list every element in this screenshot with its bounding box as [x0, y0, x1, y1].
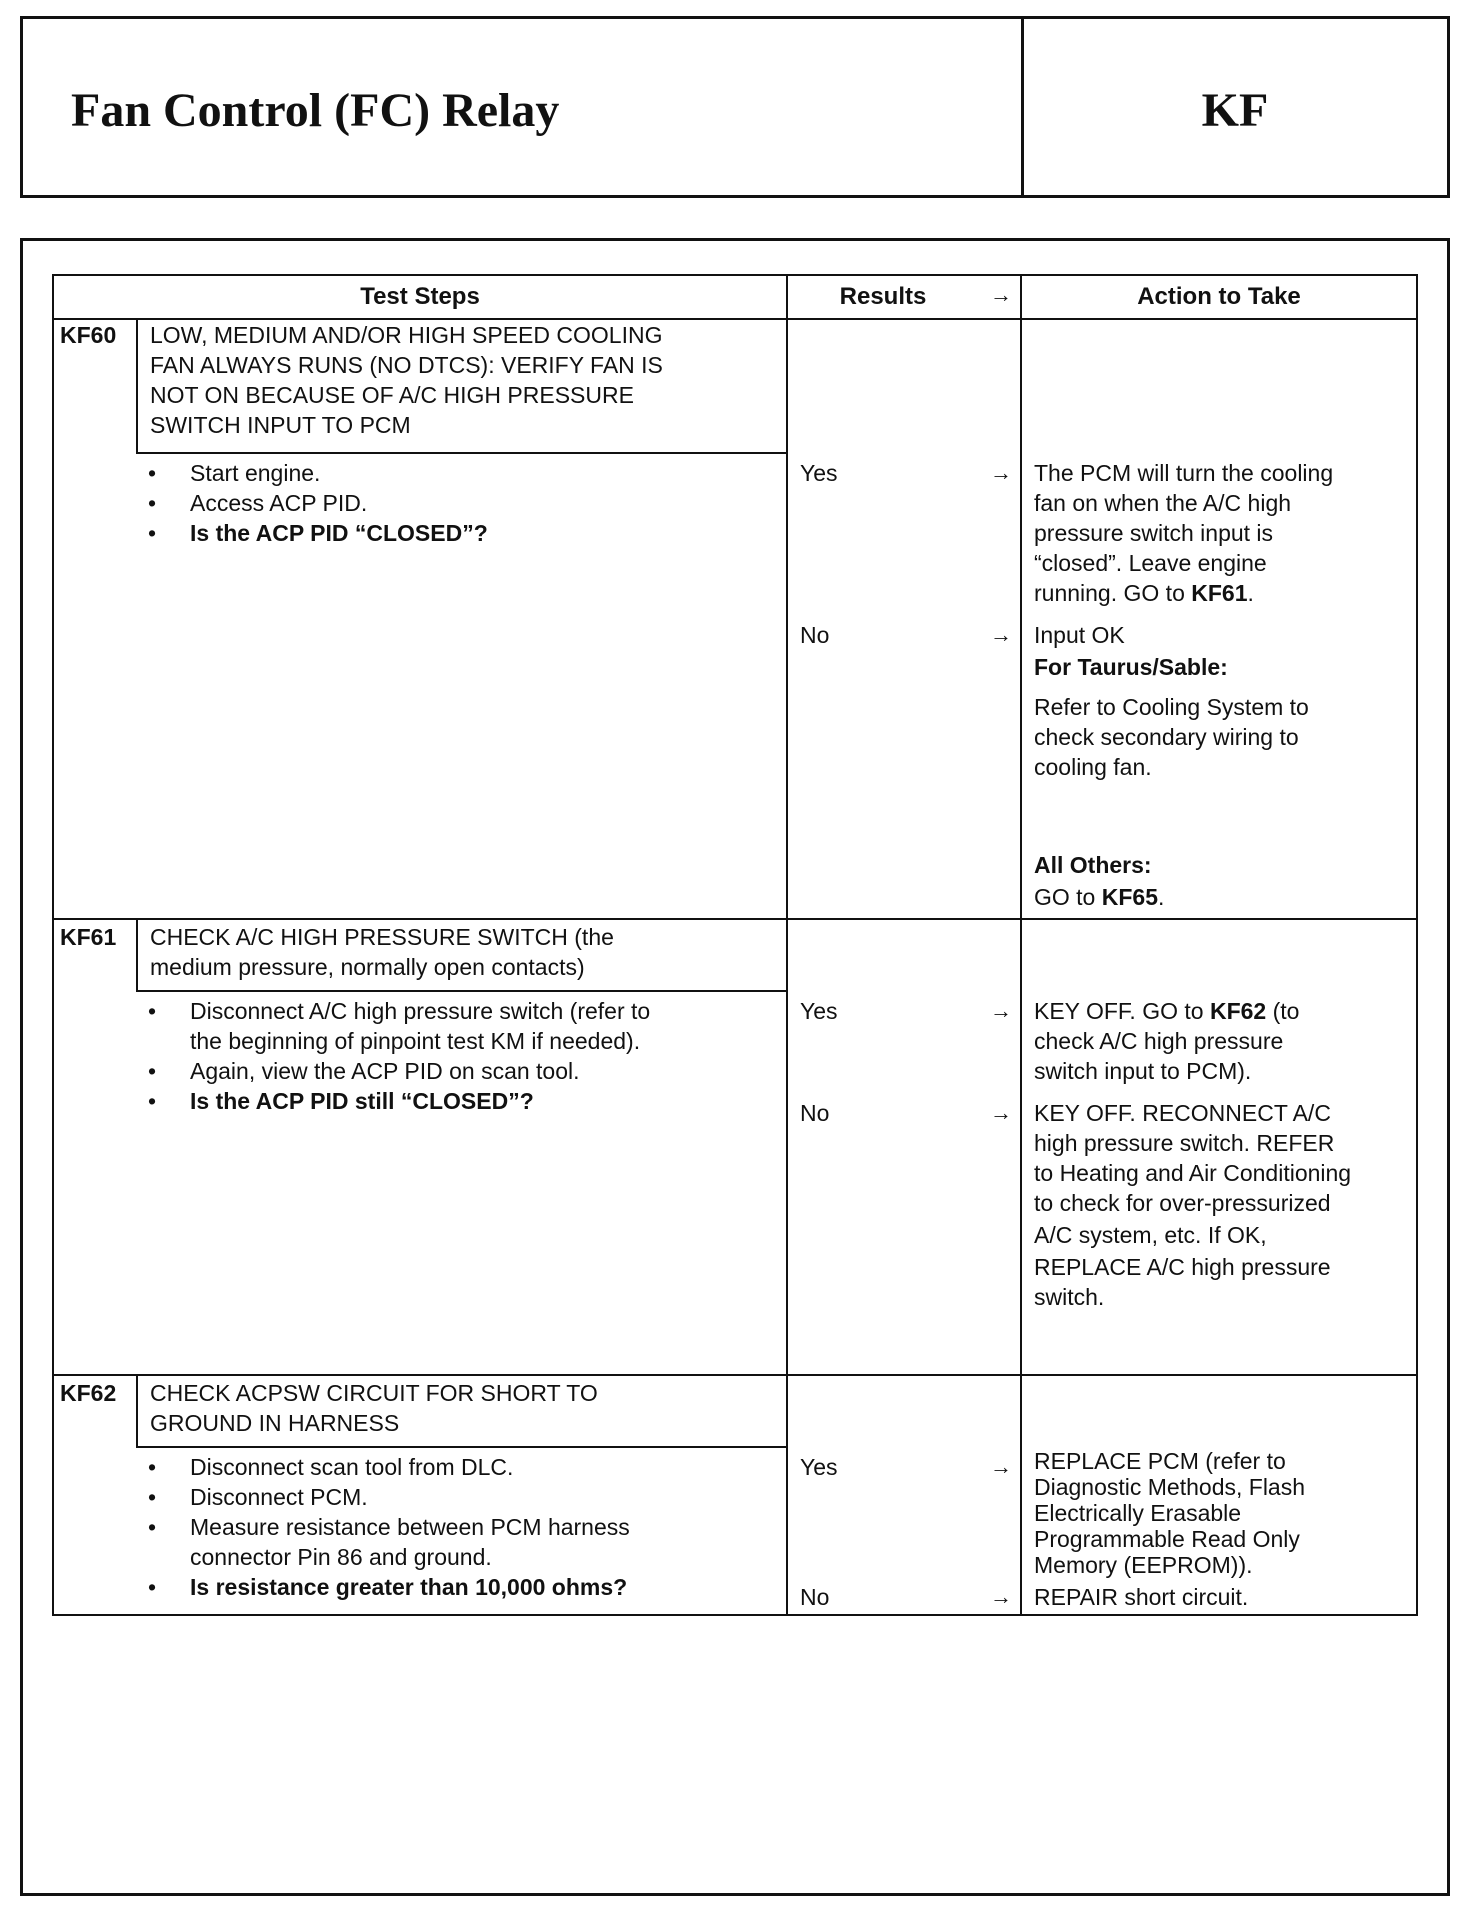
kf62-yes-action-3: Electrically Erasable — [1034, 1500, 1242, 1526]
kf62-title-line — [136, 1446, 786, 1448]
kf62-yes-action-1: REPLACE PCM (refer to — [1034, 1448, 1286, 1474]
kf61-no-action-3: to Heating and Air Conditioning — [1034, 1160, 1352, 1186]
kf61-title-line — [136, 990, 786, 992]
kf61-yes-action-1: KEY OFF. GO to KF62 (to — [1034, 998, 1300, 1024]
kf60-no-action-2: For Taurus/Sable: — [1034, 654, 1228, 680]
kf61-no-action-1: KEY OFF. RECONNECT A/C — [1034, 1100, 1331, 1126]
bullet-icon: • — [148, 1058, 157, 1084]
bullet-icon: • — [148, 460, 157, 486]
kf60-no-action-4: check secondary wiring to — [1034, 724, 1299, 750]
bullet-icon: • — [148, 998, 157, 1024]
kf62-result-no: No — [800, 1584, 830, 1610]
kf61-yes-action-3: switch input to PCM). — [1034, 1058, 1252, 1084]
kf60-no-action-5: cooling fan. — [1034, 754, 1152, 780]
kf62-row-line — [54, 1374, 1416, 1376]
arrow-icon: → — [990, 460, 1012, 485]
kf62-title-2: GROUND IN HARNESS — [150, 1410, 400, 1436]
kf62-instruction-3b: connector Pin 86 and ground. — [190, 1544, 492, 1570]
kf60-result-no: No — [800, 622, 830, 648]
step-id-kf62: KF62 — [60, 1380, 117, 1406]
arrow-icon: → — [990, 1584, 1012, 1609]
page-header — [20, 16, 1450, 198]
kf61-row-line — [54, 918, 1416, 920]
kf60-title-4: SWITCH INPUT TO PCM — [150, 412, 411, 438]
kf60-no-action-1: Input OK — [1034, 622, 1125, 648]
arrow-icon: → — [990, 998, 1012, 1023]
kf61-instruction-1b: the beginning of pinpoint test KM if needed). — [190, 1028, 641, 1054]
kf62-yes-action-2: Diagnostic Methods, Flash — [1034, 1474, 1306, 1500]
id-divider-kf60 — [136, 318, 138, 452]
kf60-title-3: NOT ON BECAUSE OF A/C HIGH PRESSURE — [150, 382, 634, 408]
kf60-yes-action-2: fan on when the A/C high — [1034, 490, 1292, 516]
bullet-icon: • — [148, 520, 157, 546]
col-divider-action — [1020, 276, 1022, 1614]
kf60-yes-action-5: running. GO to KF61. — [1034, 580, 1254, 606]
bullet-icon: • — [148, 1088, 157, 1114]
kf61-result-yes: Yes — [800, 998, 838, 1024]
col-header-results: Results — [839, 283, 927, 310]
kf61-question: Is the ACP PID still “CLOSED”? — [190, 1088, 534, 1114]
header-arrow: → — [990, 282, 1012, 307]
bullet-icon: • — [148, 1574, 157, 1600]
kf62-result-yes: Yes — [800, 1454, 838, 1480]
bullet-icon: • — [148, 490, 157, 516]
kf60-title-1: LOW, MEDIUM AND/OR HIGH SPEED COOLING — [150, 322, 663, 348]
kf60-instruction-1: Start engine. — [190, 460, 321, 486]
bullet-icon: • — [148, 1484, 157, 1510]
kf61-no-action-2: high pressure switch. REFER — [1034, 1130, 1335, 1156]
id-divider-kf62 — [136, 1374, 138, 1446]
kf62-no-action-1: REPAIR short circuit. — [1034, 1584, 1249, 1610]
kf62-instruction-2: Disconnect PCM. — [190, 1484, 368, 1510]
kf60-yes-action-4: “closed”. Leave engine — [1034, 550, 1267, 576]
kf61-result-no: No — [800, 1100, 830, 1126]
col-header-test-steps: Test Steps — [360, 283, 480, 310]
kf62-instruction-1: Disconnect scan tool from DLC. — [190, 1454, 514, 1480]
kf60-title-line — [136, 452, 786, 454]
kf61-yes-action-2: check A/C high pressure — [1034, 1028, 1284, 1054]
bullet-icon: • — [148, 1454, 157, 1480]
kf60-yes-action-3: pressure switch input is — [1034, 520, 1274, 546]
step-id-kf61: KF61 — [60, 924, 117, 950]
kf60-yes-action-1: The PCM will turn the cooling — [1034, 460, 1334, 486]
kf61-no-action-6: REPLACE A/C high pressure — [1034, 1254, 1331, 1280]
col-divider-results — [786, 276, 788, 1614]
page-title: Fan Control (FC) Relay — [71, 84, 560, 137]
col-header-action: Action to Take — [1137, 283, 1301, 310]
arrow-icon: → — [990, 1454, 1012, 1479]
test-steps-table — [52, 274, 1418, 1616]
kf61-no-action-7: switch. — [1034, 1284, 1105, 1310]
kf61-instruction-1: Disconnect A/C high pressure switch (refer to — [190, 998, 651, 1024]
kf60-question: Is the ACP PID “CLOSED”? — [190, 520, 488, 546]
arrow-icon: → — [990, 1100, 1012, 1125]
kf60-title-2: FAN ALWAYS RUNS (NO DTCS): VERIFY FAN IS — [150, 352, 663, 378]
step-id-kf60: KF60 — [60, 322, 117, 348]
kf62-yes-action-4: Programmable Read Only — [1034, 1526, 1300, 1552]
kf62-instruction-3: Measure resistance between PCM harness — [190, 1514, 630, 1540]
kf61-title-1: CHECK A/C HIGH PRESSURE SWITCH (the — [150, 924, 614, 950]
kf62-question: Is resistance greater than 10,000 ohms? — [190, 1574, 628, 1600]
id-divider-kf61 — [136, 918, 138, 990]
kf60-instruction-2: Access ACP PID. — [190, 490, 368, 516]
section-code: KF — [1201, 84, 1269, 137]
kf60-no-action-7: GO to KF65. — [1034, 884, 1165, 910]
bullet-icon: • — [148, 1514, 157, 1540]
arrow-icon: → — [990, 622, 1012, 647]
kf61-title-2: medium pressure, normally open contacts) — [150, 954, 585, 980]
kf61-no-action-4: to check for over-pressurized — [1034, 1190, 1331, 1216]
kf62-title-1: CHECK ACPSW CIRCUIT FOR SHORT TO — [150, 1380, 598, 1406]
kf62-yes-action-5: Memory (EEPROM)). — [1034, 1552, 1253, 1578]
kf61-instruction-2: Again, view the ACP PID on scan tool. — [190, 1058, 580, 1084]
kf60-result-yes: Yes — [800, 460, 838, 486]
kf60-no-action-6: All Others: — [1034, 852, 1152, 878]
kf60-no-action-3: Refer to Cooling System to — [1034, 694, 1309, 720]
kf61-no-action-5: A/C system, etc. If OK, — [1034, 1222, 1267, 1248]
